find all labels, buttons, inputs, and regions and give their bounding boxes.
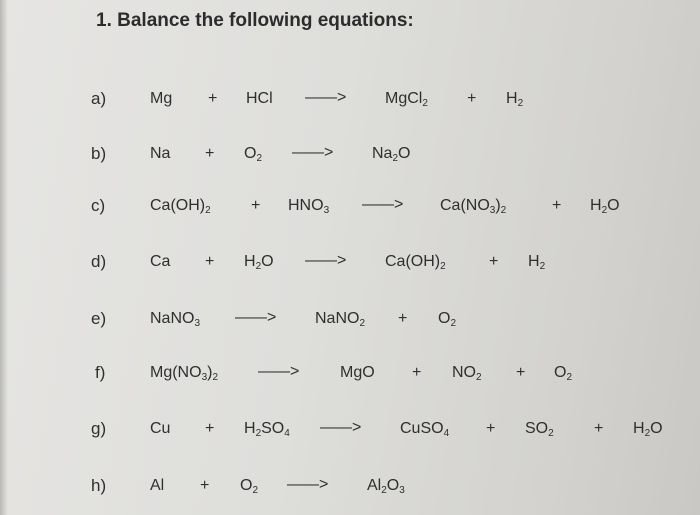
product-formula: $H_2O$ <box>633 420 663 439</box>
plus-sign: + <box>486 420 496 437</box>
plus-sign: + <box>516 364 526 381</box>
reaction-arrow: ——> <box>235 309 277 326</box>
reactant-formula: $HNO_3$ <box>288 197 330 216</box>
reaction-arrow: ——> <box>305 89 347 106</box>
product-formula: MgO <box>340 364 375 381</box>
product-formula: MgCl$_2$ <box>385 90 428 109</box>
plus-sign: + <box>412 364 422 381</box>
equation-label: b) <box>91 144 107 163</box>
equation-label: f) <box>95 363 106 382</box>
product-formula: $Al_2O_3$ <box>367 477 405 496</box>
product-formula: $H_2$ <box>506 90 524 109</box>
plus-sign: + <box>489 253 499 270</box>
product-formula: $Ca(NO_3)_2$ <box>440 197 507 216</box>
plus-sign: + <box>594 420 604 437</box>
reactant-formula: NaNO$_3$ <box>150 310 201 329</box>
reaction-arrow: ——> <box>320 419 362 436</box>
reaction-arrow: ——> <box>305 252 347 269</box>
reactant-formula: Mg <box>150 90 173 107</box>
equation-label: c) <box>91 196 106 215</box>
plus-sign: + <box>208 90 218 107</box>
plus-sign: + <box>552 197 562 214</box>
plus-sign: + <box>467 90 477 107</box>
product-formula: $H_2O$ <box>590 197 620 216</box>
reactant-formula: Al <box>150 477 165 494</box>
plus-sign: + <box>251 197 261 214</box>
reactant-formula: $Ca(OH)_2$ <box>150 197 211 216</box>
plus-sign: + <box>398 310 408 327</box>
product-formula: $SO_2$ <box>525 420 554 439</box>
reaction-arrow: ——> <box>258 363 300 380</box>
product-formula: $Ca(OH)_2$ <box>385 253 446 272</box>
reactant-formula: $O_2$ <box>240 477 259 496</box>
page-edge-shadow <box>0 0 8 515</box>
product-formula: CuSO$_4$ <box>400 420 450 439</box>
plus-sign: + <box>205 253 215 270</box>
product-formula: $O_2$ <box>554 364 573 383</box>
reactant-formula: $H_2O$ <box>244 253 274 272</box>
equation-label: d) <box>91 252 107 271</box>
equation-label: h) <box>91 476 107 495</box>
reactant-formula: HCl <box>246 90 273 107</box>
equation-label: a) <box>91 89 107 108</box>
reactant-formula: Ca <box>150 253 171 270</box>
product-formula: NaNO$_2$ <box>315 310 366 329</box>
reactant-formula: Cu <box>150 420 171 437</box>
product-formula: $O_2$ <box>438 310 457 329</box>
reactant-formula: $Mg(NO_3)_2$ <box>150 364 219 383</box>
equation-label: g) <box>91 419 107 438</box>
reactant-formula: $O_2$ <box>244 145 263 164</box>
reactant-formula: Na <box>150 145 171 162</box>
equation-label: e) <box>91 309 107 328</box>
plus-sign: + <box>205 420 215 437</box>
reaction-arrow: ——> <box>287 476 329 493</box>
product-formula: $Na_2O$ <box>372 145 411 164</box>
reaction-arrow: ——> <box>362 196 404 213</box>
page-title: 1. Balance the following equations: <box>96 10 414 31</box>
reaction-arrow: ——> <box>292 144 334 161</box>
plus-sign: + <box>200 477 210 494</box>
reactant-formula: $H_2SO_4$ <box>244 420 290 439</box>
plus-sign: + <box>205 145 215 162</box>
product-formula: $NO_2$ <box>452 364 482 383</box>
product-formula: $H_2$ <box>528 253 546 272</box>
